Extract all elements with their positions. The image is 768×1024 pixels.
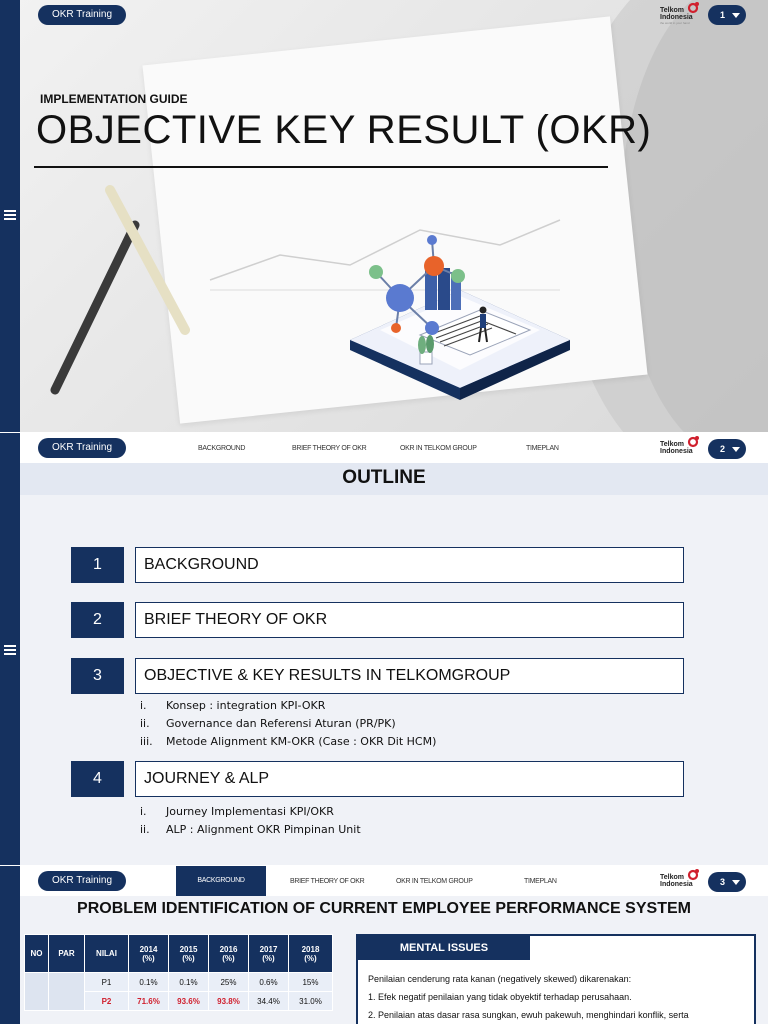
left-sidebar: [0, 866, 20, 1024]
nav-background-active[interactable]: BACKGROUND: [176, 866, 266, 896]
logo-text-line2: Indonesia: [660, 14, 693, 21]
logo-text-line1: Telkom: [660, 874, 684, 881]
performance-table: [24, 934, 333, 1011]
menu-icon[interactable]: [4, 210, 16, 220]
col-nilai: NILAI: [85, 935, 129, 973]
col-2017: 2017 (%): [249, 935, 289, 973]
list-item: [140, 715, 436, 733]
chevron-down-icon: [732, 13, 740, 18]
cell-value: 15%: [289, 973, 333, 992]
slide-3: [0, 866, 768, 1024]
subitem-text: Konsep : integration KPI-OKR: [166, 699, 326, 712]
nav-brief-theory[interactable]: BRIEF THEORY OF OKR: [290, 878, 365, 885]
table-row: [25, 973, 333, 992]
slide-1: [0, 0, 768, 432]
nav-timeplan[interactable]: TIMEPLAN: [524, 878, 557, 885]
col-2016: 2016 (%): [209, 935, 249, 973]
nav-brief-theory[interactable]: BRIEF THEORY OF OKR: [292, 445, 367, 452]
list-item: [140, 821, 361, 839]
table-header-row: [25, 935, 333, 973]
col-2018: 2018 (%): [289, 935, 333, 973]
roman-numeral: ii.: [140, 823, 150, 836]
chevron-down-icon: [732, 447, 740, 452]
okr-training-pill[interactable]: OKR Training: [38, 871, 126, 891]
telkom-logo: [660, 1, 704, 27]
telkom-logo: [660, 435, 704, 461]
logo-text-line2: Indonesia: [660, 881, 693, 888]
subitem-text: Journey Implementasi KPI/OKR: [166, 805, 334, 818]
mental-issues-title: MENTAL ISSUES: [358, 936, 530, 960]
col-2014: 2014 (%): [129, 935, 169, 973]
nav-okr-telkom-group[interactable]: OKR IN TELKOM GROUP: [396, 878, 473, 885]
slide-2: [0, 433, 768, 865]
cell-value: 71.6%: [129, 992, 169, 1011]
outline-number-2: 2: [71, 602, 124, 638]
telkom-mark-icon: [686, 868, 700, 882]
subitem-text: Metode Alignment KM-OKR (Case : OKR Dit HCM): [166, 735, 437, 748]
roman-numeral: iii.: [140, 735, 153, 748]
subitem-text: ALP : Alignment OKR Pimpinan Unit: [166, 823, 361, 836]
list-item: [140, 733, 436, 751]
page-number-dropdown[interactable]: [708, 439, 746, 459]
cell-value: 93.6%: [169, 992, 209, 1011]
isometric-book-illustration: [340, 230, 580, 420]
title-underline: [34, 166, 608, 168]
telkom-mark-icon: [686, 435, 700, 449]
roman-numeral: ii.: [140, 717, 150, 730]
page-title: OBJECTIVE KEY RESULT (OKR): [36, 108, 652, 152]
cell-value: 0.6%: [249, 973, 289, 992]
outline-number-4: 4: [71, 761, 124, 797]
cell-value: 93.8%: [209, 992, 249, 1011]
page-number-dropdown[interactable]: [708, 872, 746, 892]
page-number: 1: [720, 10, 726, 20]
outline-item-brief-theory[interactable]: BRIEF THEORY OF OKR: [135, 602, 684, 638]
subtitle-kicker: IMPLEMENTATION GUIDE: [40, 92, 188, 106]
mental-issues-text: [368, 970, 748, 1024]
cell-value: 0.1%: [169, 973, 209, 992]
outline-number-3: 3: [71, 658, 124, 694]
cell-par: [49, 973, 85, 1011]
mental-point: 2. Penilaian atas dasar rasa sungkan, ewuh pakewuh, menghindari konflik, serta: [368, 1010, 689, 1020]
menu-icon[interactable]: [4, 645, 16, 655]
roman-numeral: i.: [140, 699, 147, 712]
okr-training-pill[interactable]: OKR Training: [38, 5, 126, 25]
logo-tagline: the world in your hand: [660, 21, 690, 25]
page-number: 2: [720, 444, 726, 454]
outline-subitems-4: [140, 803, 361, 839]
outline-item-journey-alp[interactable]: JOURNEY & ALP: [135, 761, 684, 797]
outline-subitems-3: [140, 697, 436, 751]
outline-heading: OUTLINE: [342, 467, 426, 488]
col-no: NO: [25, 935, 49, 973]
header-strip: [20, 866, 768, 896]
logo-text-line1: Telkom: [660, 441, 684, 448]
mental-point: 1. Efek negatif penilaian yang tidak obyektif terhadap perusahaan.: [368, 992, 632, 1002]
telkom-mark-icon: [686, 1, 700, 15]
list-item: [140, 803, 361, 821]
telkom-logo: [660, 868, 704, 894]
nav-okr-telkom-group[interactable]: OKR IN TELKOM GROUP: [400, 445, 477, 452]
outline-item-background[interactable]: BACKGROUND: [135, 547, 684, 583]
header-strip: [20, 433, 768, 463]
cell-nilai: P1: [85, 973, 129, 992]
roman-numeral: i.: [140, 805, 147, 818]
okr-training-pill[interactable]: OKR Training: [38, 438, 126, 458]
cell-value: 25%: [209, 973, 249, 992]
outline-number-1: 1: [71, 547, 124, 583]
cell-nilai: P2: [85, 992, 129, 1011]
col-2015: 2015 (%): [169, 935, 209, 973]
logo-text-line2: Indonesia: [660, 448, 693, 455]
subitem-text: Governance dan Referensi Aturan (PR/PK): [166, 717, 396, 730]
list-item: [140, 697, 436, 715]
col-par: PAR: [49, 935, 85, 973]
mental-intro: Penilaian cenderung rata kanan (negatively skewed) dikarenakan:: [368, 974, 632, 984]
cell-no: [25, 973, 49, 1011]
nav-background[interactable]: BACKGROUND: [198, 445, 246, 452]
logo-text-line1: Telkom: [660, 7, 684, 14]
cell-value: 0.1%: [129, 973, 169, 992]
outline-item-okr-telkomgroup[interactable]: OBJECTIVE & KEY RESULTS IN TELKOMGROUP: [135, 658, 684, 694]
cell-value: 34.4%: [249, 992, 289, 1011]
chevron-down-icon: [732, 880, 740, 885]
pencil-decoration: [100, 180, 200, 340]
page-number-dropdown[interactable]: [708, 5, 746, 25]
mental-issues-panel: [356, 934, 756, 1024]
problem-heading: PROBLEM IDENTIFICATION OF CURRENT EMPLOYEE PERFORMANCE SYSTEM: [77, 900, 691, 917]
page-number: 3: [720, 877, 726, 887]
cell-value: 31.0%: [289, 992, 333, 1011]
nav-timeplan[interactable]: TIMEPLAN: [526, 445, 559, 452]
